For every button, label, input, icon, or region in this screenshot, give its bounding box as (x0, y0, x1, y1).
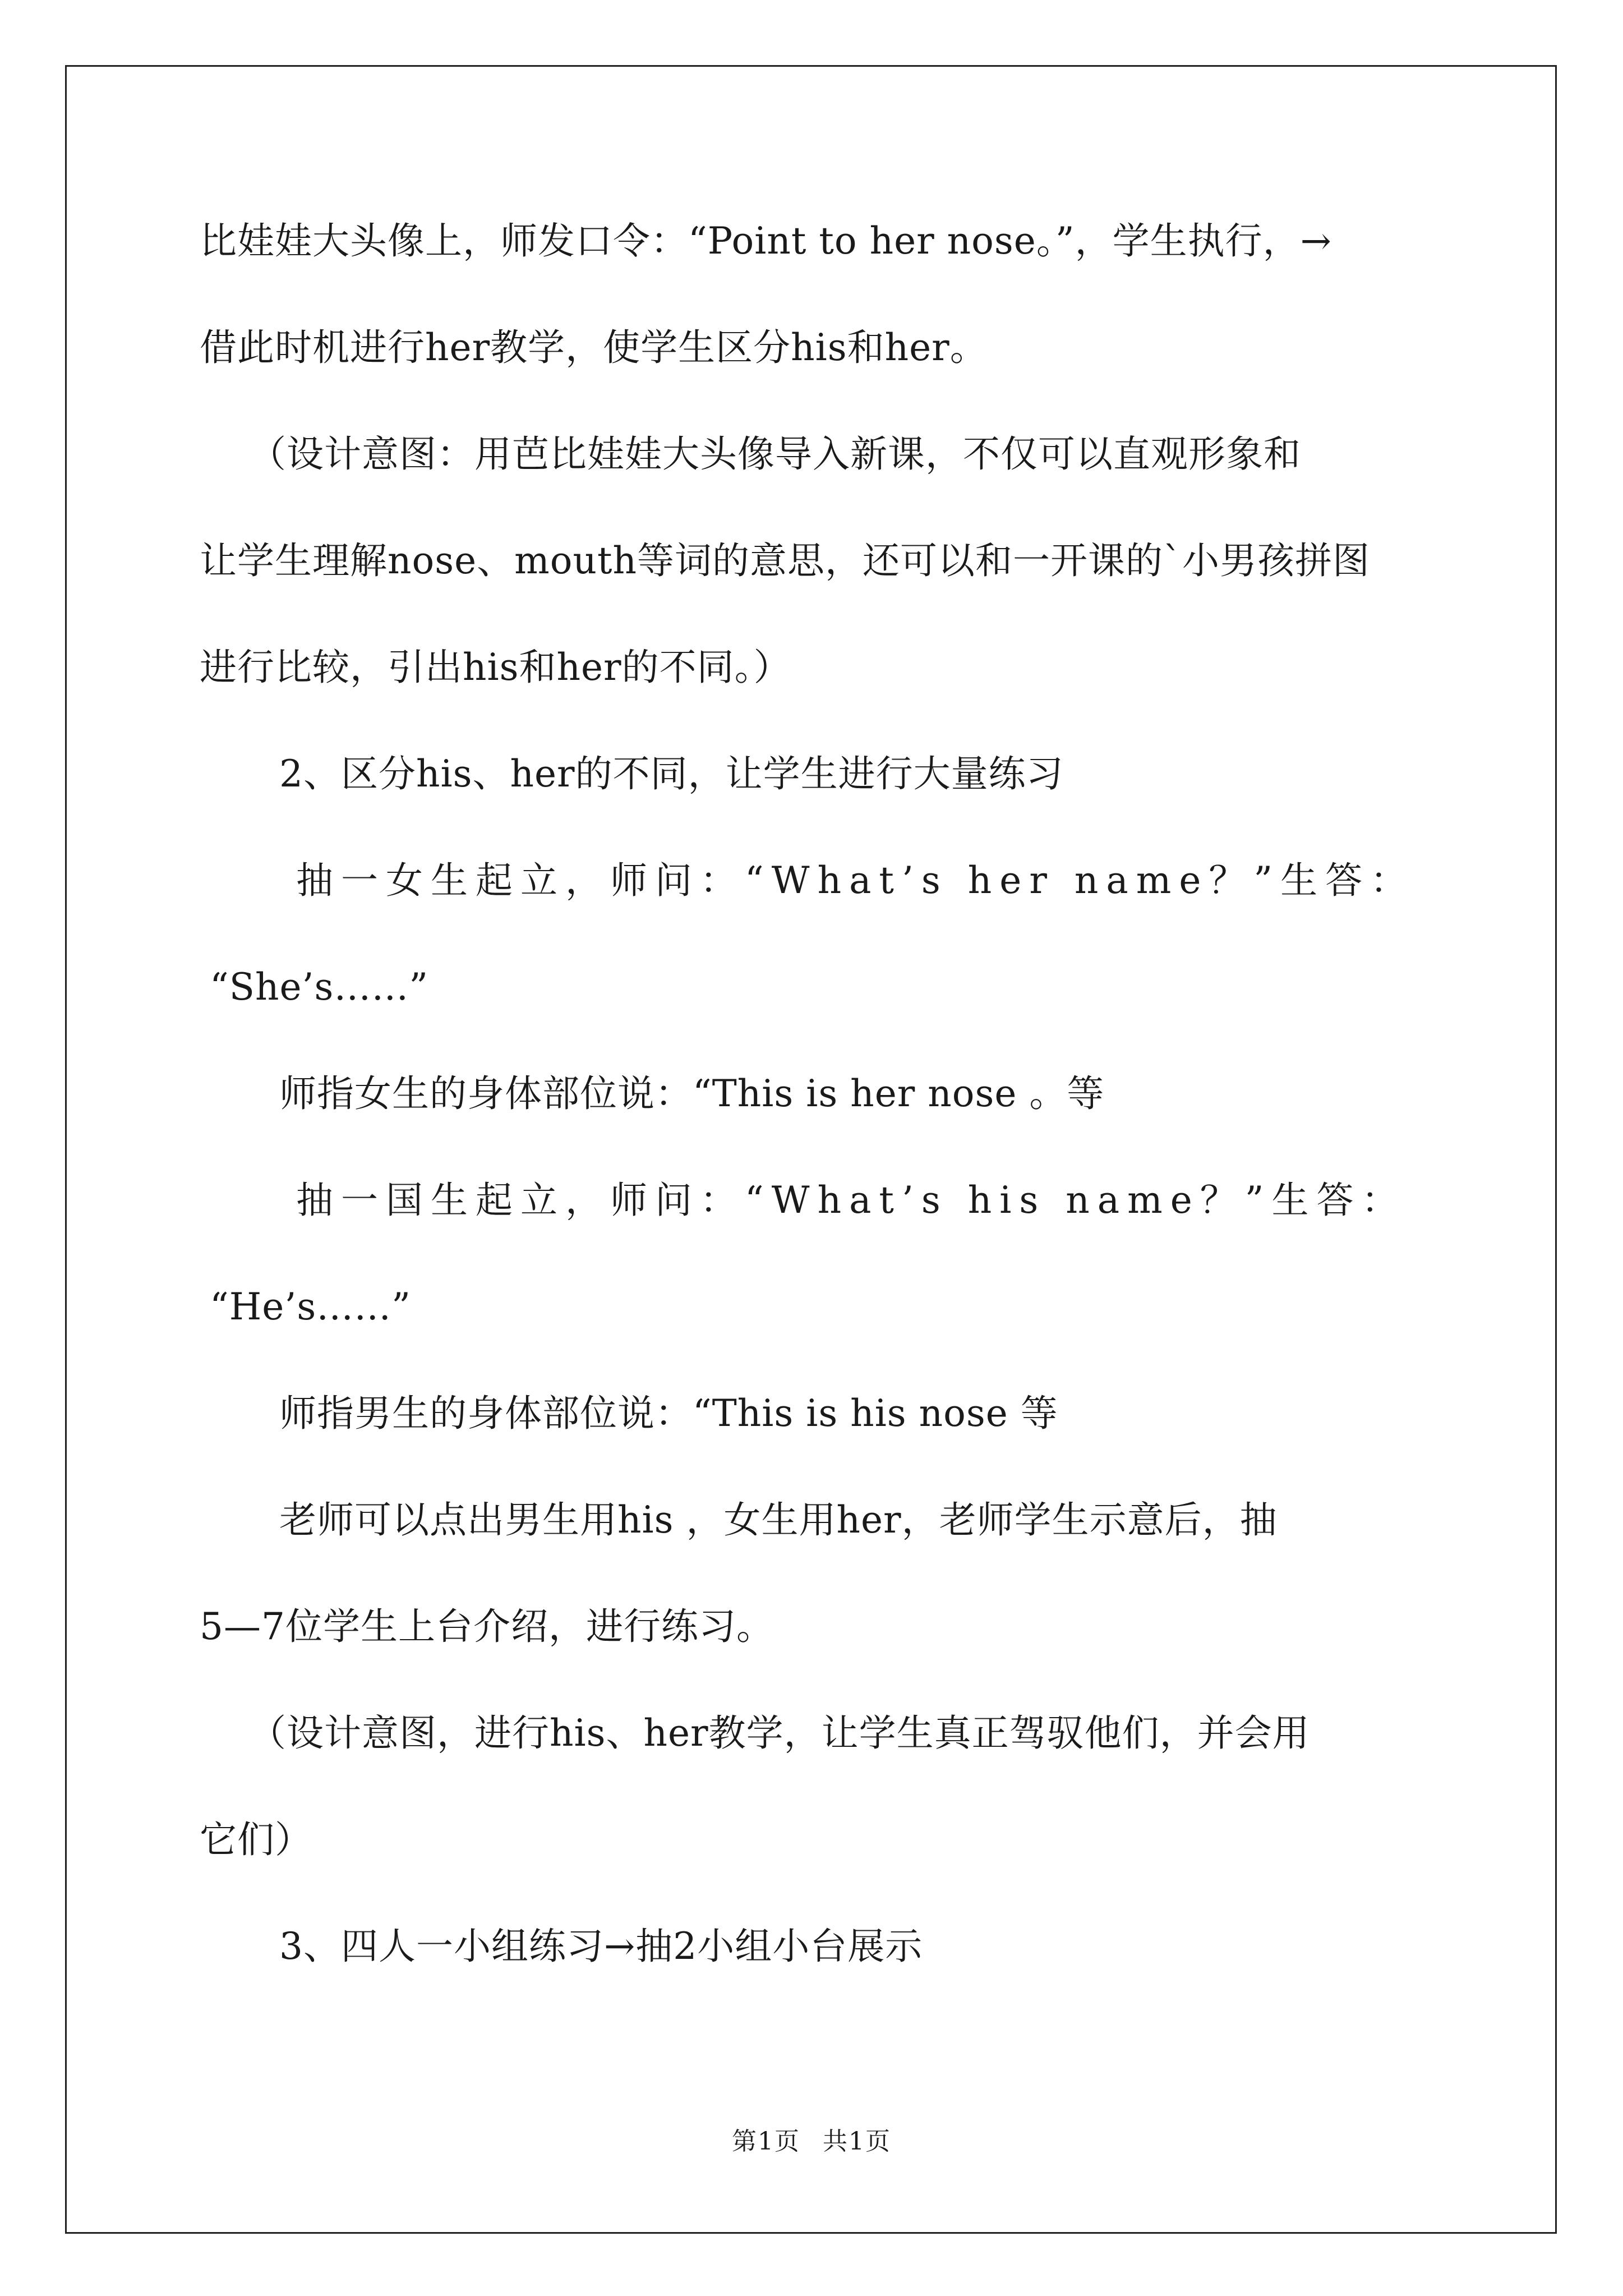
paragraph-line: 师指女生的身体部位说：“This is her nose 。等 (279, 1072, 1105, 1115)
paragraph-line: “She’s……” (210, 965, 429, 1009)
paragraph-line: 让学生理解nose、mouth等词的意思，还可以和一开课的`小男孩拼图 (200, 539, 1371, 582)
section-heading: 2、区分his、her的不同，让学生进行大量练习 (279, 752, 1064, 795)
paragraph-line: 借此时机进行her教学，使学生区分his和her。 (200, 326, 988, 369)
page-border (65, 65, 1557, 2234)
paragraph-line: （设计意图：用芭比娃娃大头像导入新课，不仅可以直观形象和 (249, 432, 1301, 476)
paragraph-line: 比娃娃大头像上，师发口令：“Point to her nose。”，学生执行，→ (200, 219, 1332, 263)
page-total: 共1页 (823, 2127, 891, 2156)
paragraph-line: 师指男生的身体部位说：“This is his nose 等 (279, 1392, 1058, 1435)
section-heading: 3、四人一小组练习→抽2小组小台展示 (279, 1925, 923, 1968)
page-footer (0, 2126, 1623, 2157)
paragraph-line: 抽一女生起立，师问：“What’s her name？”生答： (296, 859, 1415, 902)
paragraph-line: （设计意图，进行his、her教学，让学生真正驾驭他们，并会用 (249, 1711, 1310, 1755)
paragraph-line: 老师可以点出男生用his ，女生用her，老师学生示意后，抽 (279, 1498, 1278, 1542)
paragraph-line: 进行比较，引出his和her的不同。） (200, 646, 791, 689)
paragraph-line: 它们） (200, 1818, 312, 1861)
paragraph-line: “He’s……” (210, 1285, 411, 1328)
paragraph-line: 抽一国生起立，师问：“What’s his name？”生答： (296, 1179, 1407, 1222)
page-number: 第1页 (732, 2127, 800, 2156)
paragraph-line: 5—7位学生上台介绍，进行练习。 (200, 1605, 774, 1648)
